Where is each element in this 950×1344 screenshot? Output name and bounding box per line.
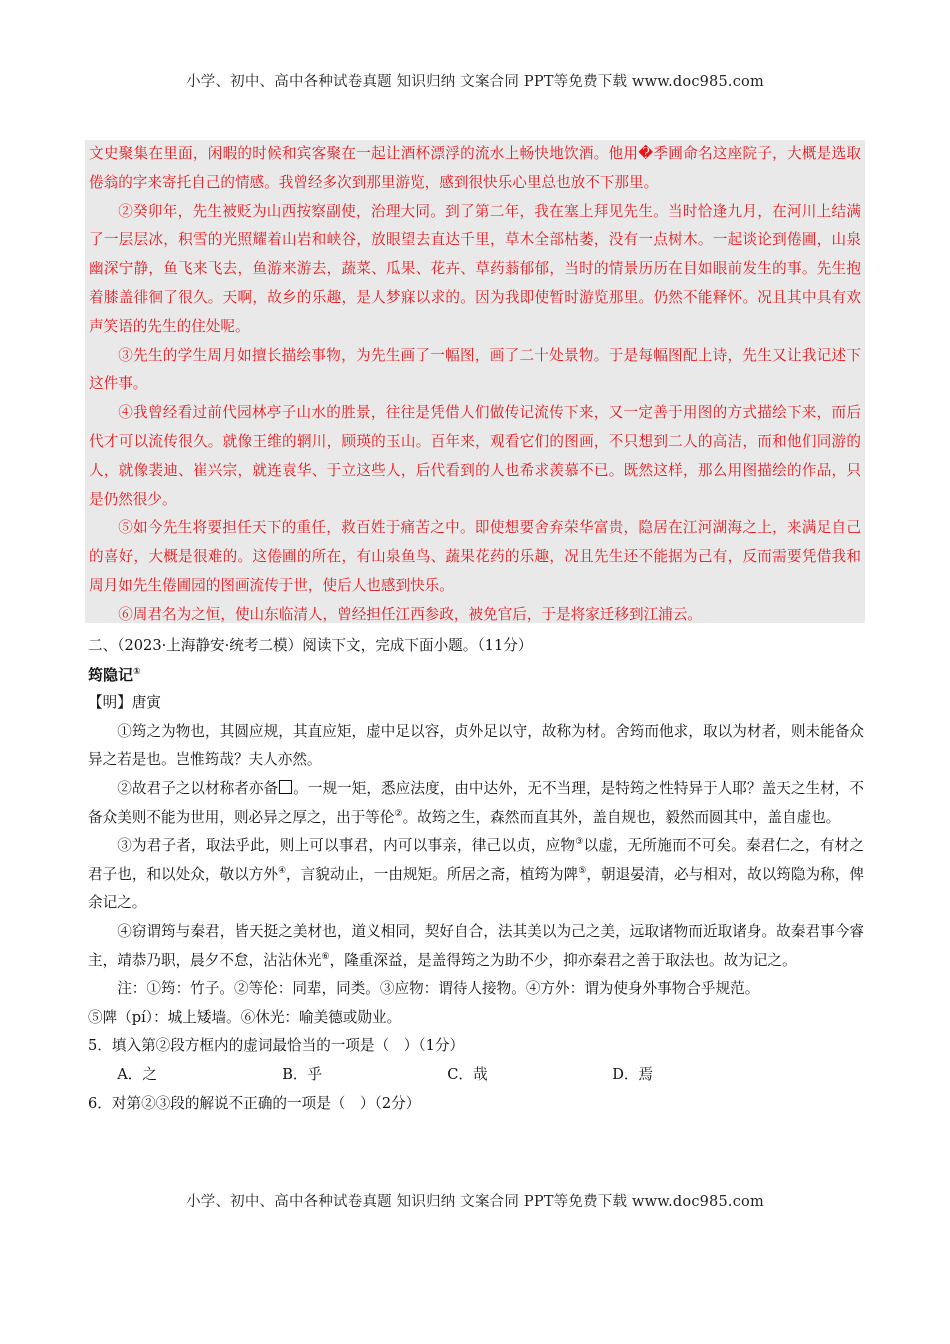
paragraph-2-part-b: 。一规一矩，悉应法度，由中达外，无不当理，是特筠之性特异于人耶？盖天之生材，不备众美则不能为世用，则必异之厚之，出于等伦 (88, 779, 864, 826)
question-6: 6．对第②③段的解说不正确的一项是（ ）（2分） (88, 1094, 421, 1112)
option-d[interactable]: D．焉 (612, 1065, 654, 1083)
option-b[interactable]: B．乎 (282, 1065, 323, 1083)
translation-paragraph-2: ②癸卯年，先生被贬为山西按察副使，治理大同。到了第二年，我在塞上拜见先生。当时恰逢九月，在河川上结满了一层层冰，积雪的光照耀着山岩和峡谷，放眼望去直达千里，草木全部枯萎，没有一点树木。一起谈论到倦圃，山泉幽深宁静，鱼飞来飞去，鱼游来游去，蔬菜、瓜果、花卉、草药蓊郁郁，当时的情景历历在目如眼前发生的事。先生抱着膝盖徘徊了很久。天啊，故乡的乐趣，是人梦寐以求的。因为我即使暂时游览那里。仍然不能释怀。况且其中具有欢声笑语的先生的住处呢。 (89, 202, 861, 335)
footnote-mark: ③ (575, 837, 584, 848)
article-paragraph-3 (88, 832, 864, 918)
translation-paragraph-0: 文史聚集在里面，闲暇的时候和宾客聚在一起让酒杯漂浮的流水上畅快地饮酒。他用�季圃命名这座院子，大概是选取倦翁的字来寄托自己的情感。我曾经多次到那里游览，感到很快乐心里总也放不下那里。 (89, 145, 861, 191)
paragraph-2-part-c: 。故筠之生，森然而直其外，盖自规也，毅然而圆其中，盖自虚也。 (402, 808, 841, 826)
footnote-mark: ④ (277, 865, 287, 876)
title-footnote-mark: ① (133, 666, 141, 677)
article-paragraph-4 (88, 918, 864, 975)
notes-line-2: ⑤陴（pí）：城上矮墙。⑥休光：喻美德或勋业。 (88, 1008, 402, 1026)
translation-paragraph-3: ③先生的学生周月如擅长描绘事物，为先生画了一幅图，画了二十处景物。于是每幅图配上诗，先生又让我记述下这件事。 (89, 346, 861, 393)
article-title (88, 661, 864, 690)
paragraph-3-part-a: ③为君子者，取法乎此，则上可以事君，内可以事亲，律己以贞，应物 (117, 837, 576, 855)
article-author: 【明】唐寅 (88, 694, 161, 712)
paragraph-2-part-a: ②故君子之以材称者亦备 (117, 779, 279, 797)
paragraph-3-part-c: ，言貌动止，一由规矩。所居之斋，植筠为陴 (286, 865, 579, 883)
translation-paragraph-4: ④我曾经看过前代园林亭子山水的胜景，往往是凭借人们做传记流传下来，又一定善于用图的方式描绘下来，而后代才可以流传很久。就像王维的辋川，顾瑛的玉山。百年来，观看它们的图画，不只想到二人的高洁，而和他们同游的人，就像裴迪、崔兴宗，就连袁华、于立这些人，后代看到的人也希求羡慕不已。既然这样，那么用图描绘的作品，只是仍然很少。 (89, 404, 861, 508)
translation-paragraph-5: ⑤如今先生将要担任天下的重任，救百姓于痛苦之中。即使想要舍弃荣华富贵，隐居在江河湖海之上，来满足自己的喜好，大概是很难的。这倦圃的所在，有山泉鱼鸟、蔬果花药的乐趣，况且先生还不能据为己有，反而需要凭借我和周月如先生倦圃园的图画流传于世，使后人也感到快乐。 (89, 519, 861, 594)
paragraph-4-part-a: ④窃谓筠与秦君，皆天挺之美材也，道义相同，契好自合，法其美以为己之美，远取诸物而近取诸身。故秦君事今睿主，靖恭乃职，晨夕不怠，沾沾休光 (88, 922, 864, 969)
page-header: 小学、初中、高中各种试卷真题 知识归纳 文案合同 PPT等免费下载 www.doc985.com (186, 74, 764, 90)
paragraph-4-part-b: ，隆重深益，是盖得筠之为助不少，抑亦秦君之善于取法也。故为记之。 (329, 951, 797, 969)
page-footer: 小学、初中、高中各种试卷真题 知识归纳 文案合同 PPT等免费下载 www.doc985.com (186, 1194, 764, 1210)
section-heading: 二、（2023·上海静安·统考二模）阅读下文，完成下面小题。（11分） (88, 637, 533, 654)
article-paragraph-1: ①筠之为物也，其圆应规，其直应矩，虚中足以容，贞外足以守，故称为材。舍筠而他求，取以为材者，则未能备众异之若是也。岂惟筠哉？夫人亦然。 (88, 722, 864, 769)
footnote-mark: ⑥ (321, 951, 330, 962)
footnote-mark: ⑤ (578, 865, 587, 876)
article-title-text: 筠隐记 (88, 665, 134, 684)
paragraph-3-part-b: 以虚，无所施而不可矣。秦君仁之，有材之君子也，和以处众，敬以方外 (88, 837, 864, 883)
article-paragraph-2 (88, 775, 864, 832)
option-a[interactable]: A．之 (117, 1065, 157, 1083)
notes-line-1: 注：①筠：竹子。②等伦：同辈，同类。③应物：谓待人接物。④方外：谓为使身外事物合乎规范。 (117, 980, 760, 998)
translation-paragraph-6: ⑥周君名为之恒，使山东临清人，曾经担任江西参政，被免官后，于是将家迁移到江浦云。 (118, 605, 702, 623)
question-5-options (88, 1061, 864, 1090)
option-c[interactable]: C．哉 (447, 1065, 488, 1083)
footnote-mark: ② (394, 808, 403, 819)
translation-answer-block (85, 140, 865, 623)
blank-box (279, 780, 292, 794)
question-5: 5．填入第②段方框内的虚词最恰当的一项是（ ）（1分） (88, 1037, 465, 1055)
reading-section (88, 632, 864, 1118)
paragraph-3-part-d: ，朝退晏清，必与相对，故以筠隐为称，俾余记之。 (88, 865, 864, 912)
